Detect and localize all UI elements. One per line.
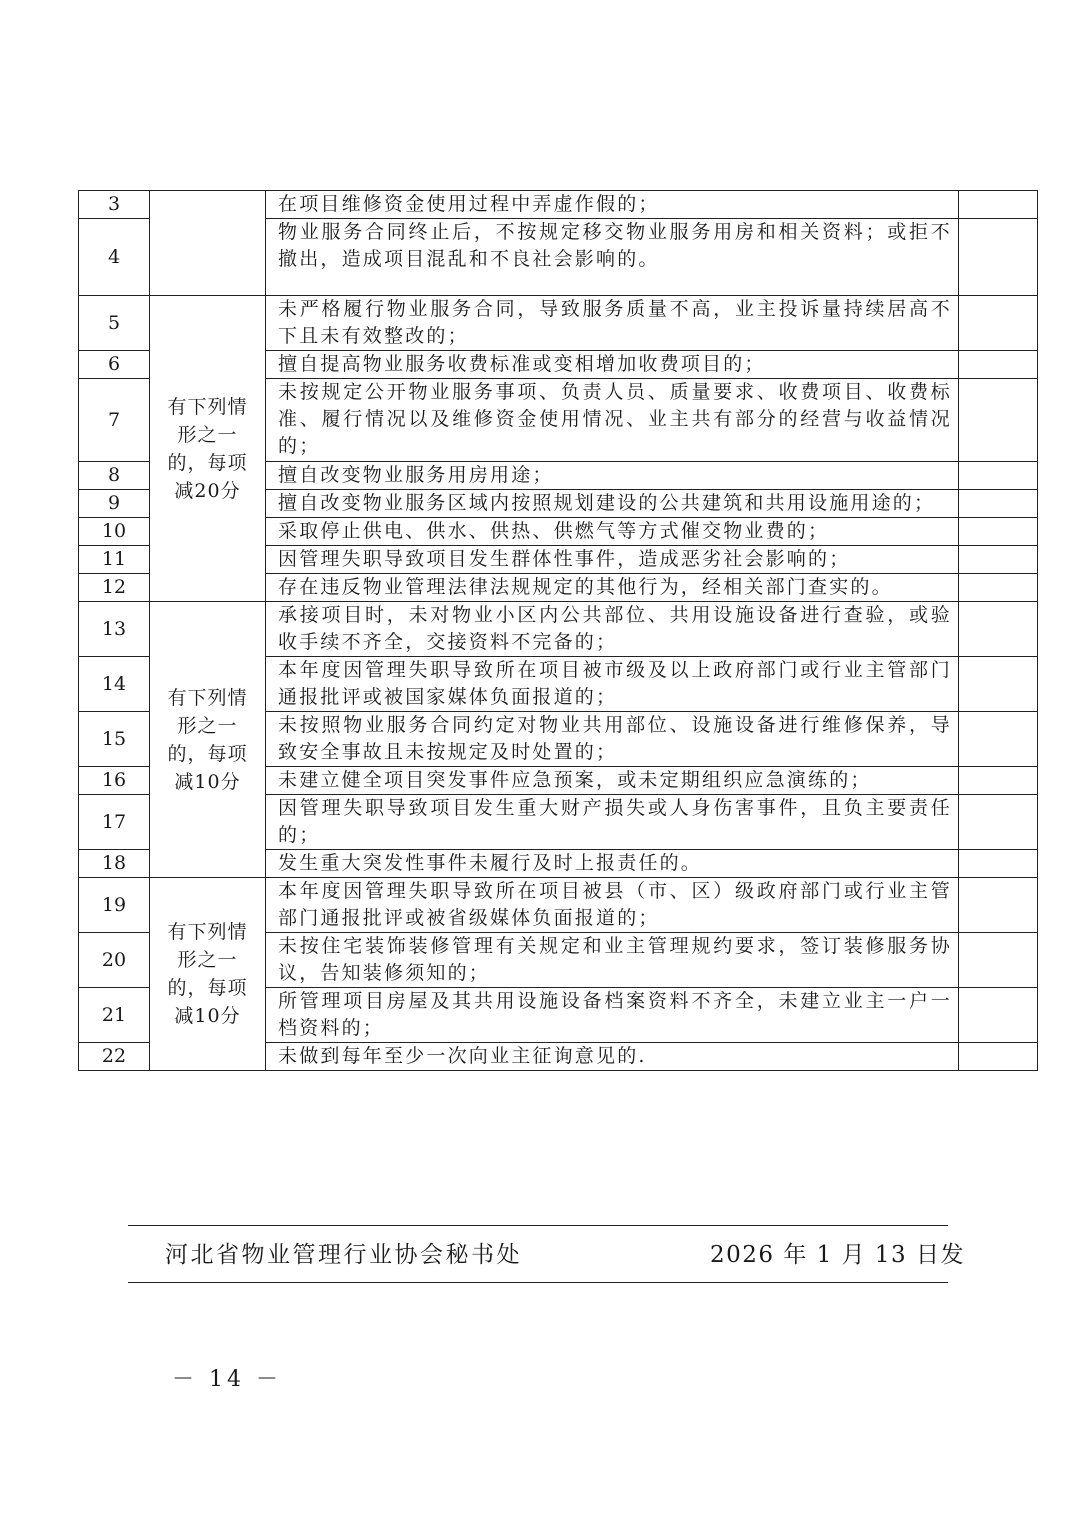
score-cell <box>959 219 1038 296</box>
row-description: 擅自改变物业服务用房用途； <box>266 462 959 490</box>
score-cell <box>959 767 1038 795</box>
row-description: 在项目维修资金使用过程中弄虚作假的； <box>266 191 959 219</box>
score-cell <box>959 878 1038 933</box>
row-number: 20 <box>79 933 150 988</box>
row-description: 未建立健全项目突发事件应急预案，或未定期组织应急演练的； <box>266 767 959 795</box>
row-number: 16 <box>79 767 150 795</box>
row-number: 4 <box>79 219 150 296</box>
score-cell <box>959 988 1038 1043</box>
score-cell <box>959 462 1038 490</box>
row-number: 12 <box>79 574 150 602</box>
row-description: 承接项目时，未对物业小区内公共部位、共用设施设备进行查验，或验收手续不齐全，交接资料不完备的； <box>266 602 959 657</box>
score-cell <box>959 490 1038 518</box>
page-number: － 14 － <box>172 1367 282 1392</box>
row-number: 18 <box>79 850 150 878</box>
group-minus-20: 有下列情形之一的，每项减20分 <box>150 296 266 602</box>
row-description: 未按住宅装饰装修管理有关规定和业主管理规约要求，签订装修服务协议，告知装修须知的； <box>266 933 959 988</box>
row-number: 17 <box>79 795 150 850</box>
row-description: 发生重大突发性事件未履行及时上报责任的。 <box>266 850 959 878</box>
row-description: 因管理失职导致项目发生重大财产损失或人身伤害事件，且负主要责任的； <box>266 795 959 850</box>
score-cell <box>959 351 1038 379</box>
score-cell <box>959 795 1038 850</box>
group-cell-empty <box>150 191 266 296</box>
table-row <box>79 296 1038 351</box>
row-description: 未做到每年至少一次向业主征询意见的. <box>266 1043 959 1071</box>
row-description: 擅自改变物业服务区域内按照规划建设的公共建筑和共用设施用途的； <box>266 490 959 518</box>
row-number: 15 <box>79 712 150 767</box>
criteria-table <box>78 190 1038 1071</box>
score-cell <box>959 602 1038 657</box>
score-cell <box>959 657 1038 712</box>
table-row <box>79 602 1038 657</box>
row-description: 未严格履行物业服务合同，导致服务质量不高，业主投诉量持续居高不下且未有效整改的； <box>266 296 959 351</box>
row-number: 8 <box>79 462 150 490</box>
group-minus-10: 有下列情形之一的，每项减10分 <box>150 602 266 878</box>
row-number: 7 <box>79 379 150 462</box>
row-description: 本年度因管理失职导致所在项目被市级及以上政府部门或行业主管部门通报批评或被国家媒体负面报道的； <box>266 657 959 712</box>
row-description: 所管理项目房屋及其共用设施设备档案资料不齐全，未建立业主一户一档资料的； <box>266 988 959 1043</box>
row-number: 10 <box>79 518 150 546</box>
row-description: 采取停止供电、供水、供热、供燃气等方式催交物业费的； <box>266 518 959 546</box>
score-cell <box>959 296 1038 351</box>
score-cell <box>959 546 1038 574</box>
row-number: 5 <box>79 296 150 351</box>
score-cell <box>959 191 1038 219</box>
table-row <box>79 191 1038 219</box>
score-cell <box>959 850 1038 878</box>
row-number: 3 <box>79 191 150 219</box>
row-description: 擅自提高物业服务收费标准或变相增加收费项目的； <box>266 351 959 379</box>
group-minus-10: 有下列情形之一的，每项减10分 <box>150 878 266 1071</box>
row-number: 22 <box>79 1043 150 1071</box>
footer-issuer: 河北省物业管理行业协会秘书处 <box>165 1242 522 1268</box>
row-number: 19 <box>79 878 150 933</box>
row-number: 6 <box>79 351 150 379</box>
footer-issue-date: 2026 年 1 月 13 日发 <box>710 1242 965 1268</box>
row-description: 未按规定公开物业服务事项、负责人员、质量要求、收费项目、收费标准、履行情况以及维修资金使用情况、业主共有部分的经营与收益情况的； <box>266 379 959 462</box>
score-cell <box>959 518 1038 546</box>
row-description: 物业服务合同终止后，不按规定移交物业服务用房和相关资料；或拒不撤出，造成项目混乱和不良社会影响的。 <box>266 219 959 296</box>
row-number: 14 <box>79 657 150 712</box>
score-cell <box>959 1043 1038 1071</box>
row-number: 11 <box>79 546 150 574</box>
row-description: 存在违反物业管理法律法规规定的其他行为，经相关部门查实的。 <box>266 574 959 602</box>
table-row <box>79 878 1038 933</box>
score-cell <box>959 712 1038 767</box>
footer-top-rule <box>128 1225 948 1226</box>
row-description: 未按照物业服务合同约定对物业共用部位、设施设备进行维修保养，导致安全事故且未按规定及时处置的； <box>266 712 959 767</box>
score-cell <box>959 933 1038 988</box>
score-cell <box>959 574 1038 602</box>
row-number: 13 <box>79 602 150 657</box>
row-description: 因管理失职导致项目发生群体性事件，造成恶劣社会影响的； <box>266 546 959 574</box>
row-description: 本年度因管理失职导致所在项目被县（市、区）级政府部门或行业主管部门通报批评或被省级媒体负面报道的； <box>266 878 959 933</box>
score-cell <box>959 379 1038 462</box>
footer-bottom-rule <box>128 1282 948 1283</box>
row-number: 9 <box>79 490 150 518</box>
row-number: 21 <box>79 988 150 1043</box>
